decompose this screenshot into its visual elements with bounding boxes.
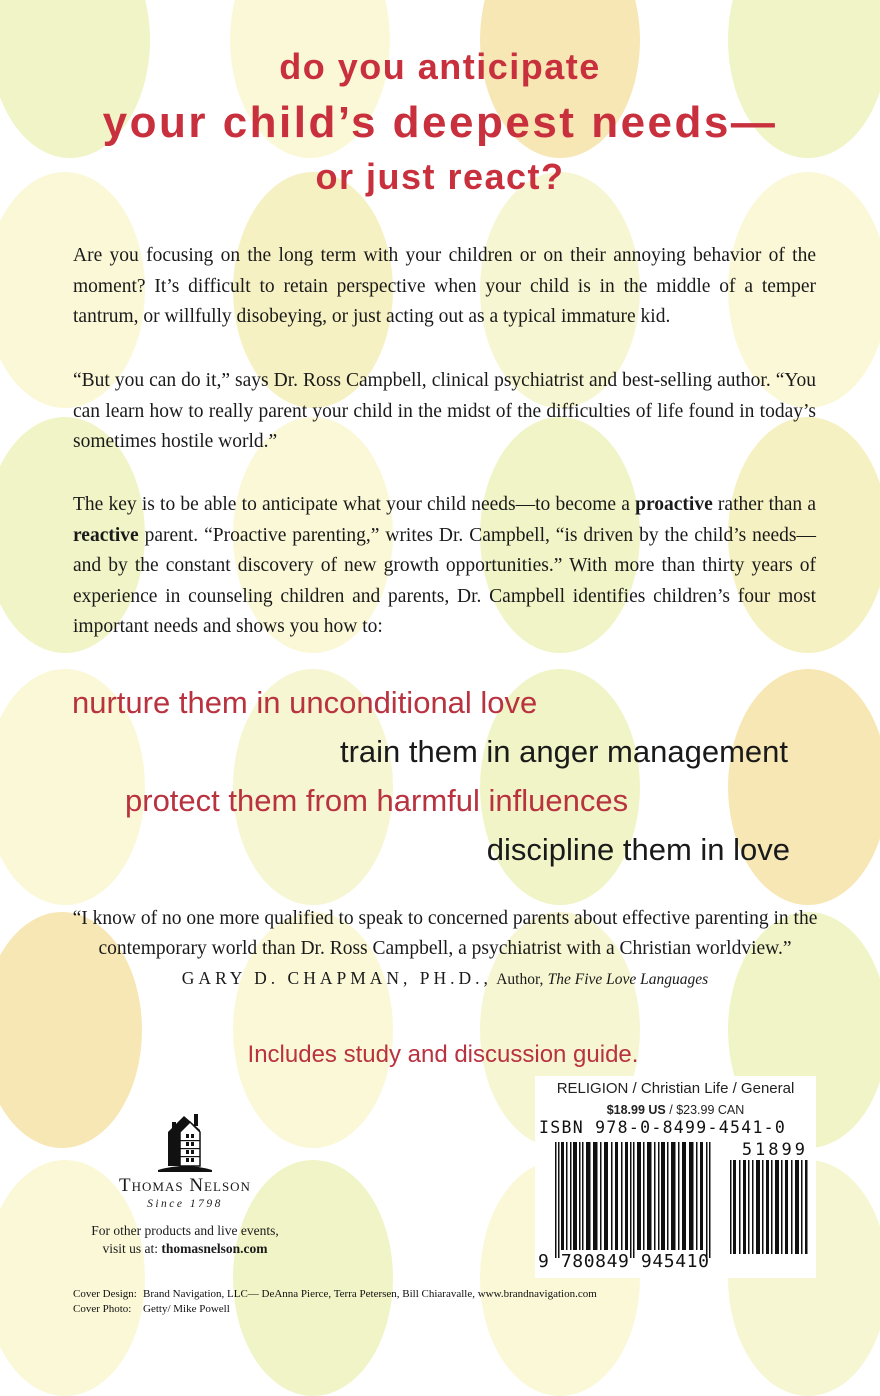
endorsement-quote: “I know of no one more qualified to speak to concerned parents about effective parenting in the contemporary world than Dr. Ross Campbell, a psychiatrist with a Christian worldview.” xyxy=(72,908,818,959)
isbn-label: ISBN 978-0-8499-4541-0 xyxy=(539,1118,787,1137)
headline-line-2: your child’s deepest needs— xyxy=(102,98,778,147)
category-label: RELIGION / Christian Life / General xyxy=(556,1080,795,1097)
need-item-nurture: nurture them in unconditional love xyxy=(72,685,538,720)
credit-design xyxy=(73,1287,597,1302)
credit-photo-label: Cover Photo: xyxy=(73,1303,132,1315)
credit-photo-value: Getty/ Mike Powell xyxy=(143,1303,230,1315)
publisher-visit-note xyxy=(90,1222,280,1258)
cover-credits xyxy=(73,1287,597,1317)
visit-line-1: For other products and live events, xyxy=(91,1223,279,1238)
credit-design-label: Cover Design: xyxy=(73,1288,137,1300)
ean-digits: 9 780849 945410 xyxy=(538,1251,710,1272)
publisher-name: Thomas Nelson xyxy=(119,1175,251,1196)
publisher-block xyxy=(90,1110,280,1258)
endorser-name: GARY D. CHAPMAN, PH.D., xyxy=(181,968,492,988)
paragraph-text: parent. “Proactive parenting,” writes Dr. Campbell, “is driven by the child’s needs—and by the constant discovery of new growth opportunities.” With more than thirty years of experience in counseling children and parents, Dr. Campbell identifies children’s four most important needs and shows you how to: xyxy=(73,524,816,637)
headline-line-1: do you anticipate xyxy=(279,46,601,87)
house-logo-icon xyxy=(150,1110,220,1172)
price-label xyxy=(535,1103,816,1117)
endorsement-attribution xyxy=(0,968,880,989)
price-can: $23.99 CAN xyxy=(676,1103,745,1117)
addon-number: 51899 xyxy=(741,1140,808,1160)
emphasis-proactive: proactive xyxy=(635,494,713,515)
credit-design-value: Brand Navigation, LLC— DeAnna Pierce, Terra Petersen, Bill Chiaravalle, www.brandnavigation.com xyxy=(143,1288,597,1300)
visit-line-2 xyxy=(90,1240,280,1258)
campbell-quote-paragraph: “But you can do it,” says Dr. Ross Campbell, clinical psychiatrist and best-selling author. “You can learn how to really parent your child in the midst of the difficulties of life found in today’s sometimes hostile world.” xyxy=(73,370,816,452)
visit-prefix: visit us at: xyxy=(102,1241,162,1256)
barcode-icon xyxy=(555,1142,715,1258)
intro-paragraph: Are you focusing on the long term with your children or on their annoying behavior of the moment? It’s difficult to retain perspective when your child is in the middle of a temper tantrum, or willfully disobeying, or just acting out as a typical immature kid. xyxy=(73,245,816,327)
emphasis-reactive: reactive xyxy=(73,524,139,546)
paragraph-text: rather than a xyxy=(712,494,816,515)
barcode-panel xyxy=(535,1076,816,1278)
need-item-train: train them in anger management xyxy=(339,734,788,769)
endorser-role: Author, xyxy=(496,971,544,988)
includes-note: Includes study and discussion guide. xyxy=(247,1041,639,1068)
paragraph-text: The key is to be able to anticipate what your child needs—to become a xyxy=(73,494,636,515)
price-separator: / xyxy=(665,1103,677,1117)
need-item-discipline: discipline them in love xyxy=(486,832,790,867)
need-item-protect: protect them from harmful influences xyxy=(125,783,629,818)
credit-photo xyxy=(73,1302,597,1317)
publisher-since: Since 1798 xyxy=(147,1198,223,1210)
price-us: $18.99 US xyxy=(606,1103,666,1117)
endorser-book-title: The Five Love Languages xyxy=(547,971,709,988)
headline-line-3: or just react? xyxy=(315,156,565,197)
publisher-website-link[interactable]: thomasnelson.com xyxy=(161,1241,268,1256)
addon-barcode-icon xyxy=(730,1160,808,1254)
proactive-paragraph xyxy=(73,490,816,643)
decorative-dot xyxy=(728,669,880,905)
